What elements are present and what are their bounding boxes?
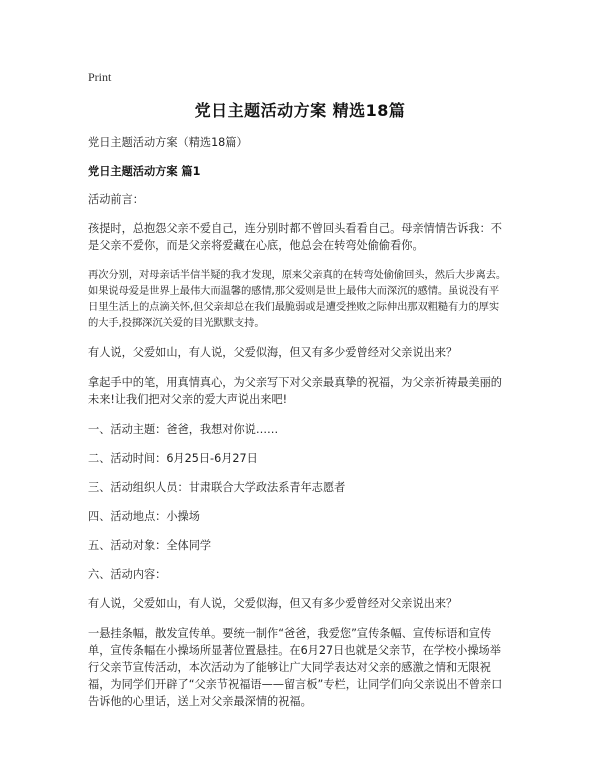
item-audience: 五、活动对象：全体同学 [88, 539, 212, 552]
paragraph-activity-details: 一悬挂条幅，散发宣传单。要统一制作“爸爸，我爱您”宣传条幅、宣传标语和宣传单，宣传条幅在小操场所显著位置悬挂。在6月27日也就是父亲节，在学校小操场举行父亲节宣传活动，本次活动为了能够让广大同学表达对父亲的感激之情和无限祝福，为同学们开辟了“父亲节祝福语——留言板”专栏，让同学们向父亲说出不曾亲口告诉他的心里话，送上对父亲最深情的祝福。 [88, 627, 503, 708]
paragraph-father-love: 有人说，父爱如山，有人说，父爱似海，但又有多少爱曾经对父亲说出来？ [88, 346, 458, 359]
item-theme: 一、活动主题：爸爸，我想对你说…… [88, 423, 279, 436]
item-organizers: 三、活动组织人员：甘肃联合大学政法系青年志愿者 [88, 481, 346, 494]
paragraph-preface-label: 活动前言： [88, 193, 144, 206]
item-time: 二、活动时间：6月25日-6月27日 [88, 452, 258, 465]
paragraph-childhood: 孩提时，总抱怨父亲不爱自己，连分别时都不曾回头看看自己。母亲情情告诉我：不是父亲不爱你，而是父亲将爱藏在心底，他总会在转弯处偷偷看你。 [88, 222, 502, 252]
document-subtitle: 党日主题活动方案（精选18篇） [88, 136, 248, 149]
paragraph-blessing: 拿起手中的笔，用真情真心，为父亲写下对父亲最真挚的祝福，为父亲祈祷最美丽的未来!让我们把对父亲的爱大声说出来吧! [88, 376, 502, 406]
document-body [88, 134, 508, 723]
paragraph-farewell: 再次分别，对母亲话半信半疑的我才发现，原来父亲真的在转弯处偷偷回头，然后大步离去。如果说母爱是世界上最伟大而温馨的感情,那父爱则是世上最伟大而深沉的感情。虽说没有平日里生活上的点滴关怀,但父亲却总在我们最脆弱或是遭受挫败之际伸出那双粗糙有力的厚实的大手,投掷深沉关爱的目光默默支持。 [88, 269, 507, 329]
item-content: 六、活动内容： [88, 568, 167, 581]
paragraph-father-love-repeat: 有人说，父爱如山，有人说，父爱似海，但又有多少爱曾经对父亲说出来？ [88, 597, 458, 610]
item-location: 四、活动地点：小操场 [88, 510, 200, 523]
section-heading: 党日主题活动方案 篇1 [88, 165, 201, 178]
print-label[interactable]: Print [88, 70, 112, 84]
document-title: 党日主题活动方案 精选18篇 [194, 101, 406, 120]
